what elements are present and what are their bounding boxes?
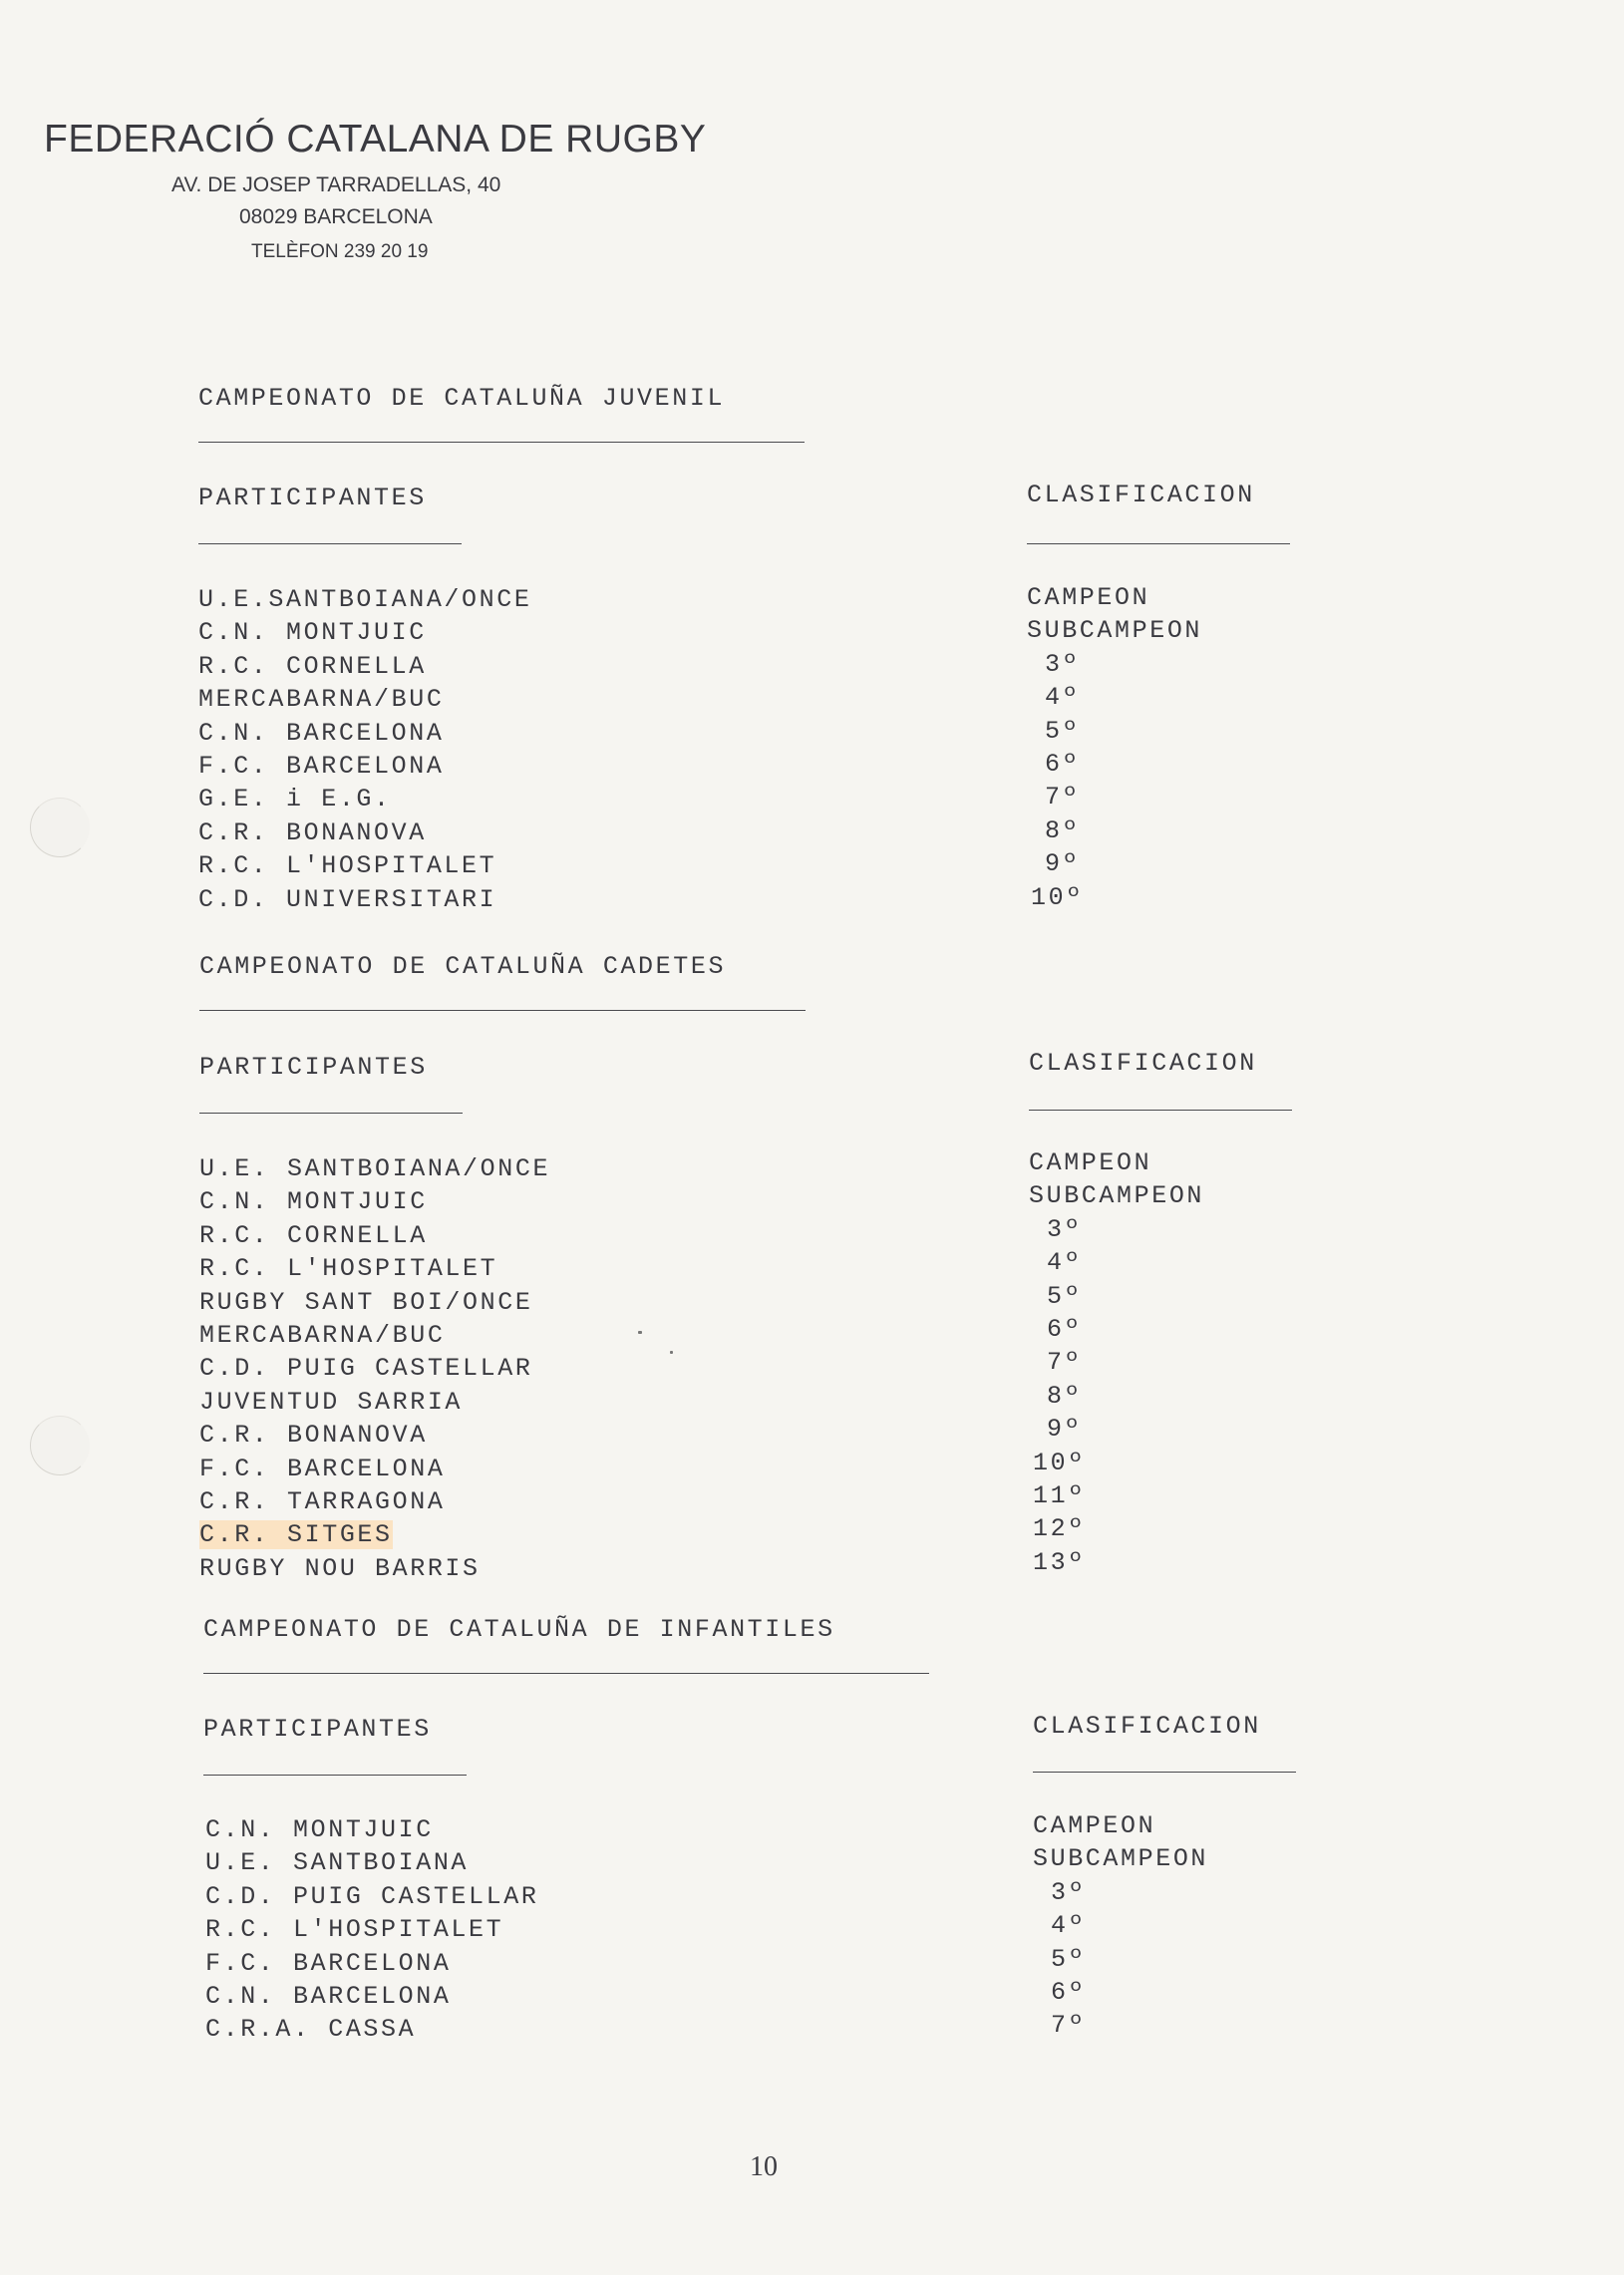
section-title: CAMPEONATO DE CATALUÑA DE INFANTILES: [203, 1615, 835, 1644]
participants-list: [205, 1813, 538, 2047]
participant: U.E.SANTBOIANA/ONCE: [198, 585, 532, 614]
participant-highlighted: [199, 1518, 550, 1551]
participant: RUGBY NOU BARRIS: [199, 1553, 481, 1583]
classification-entry: 6º: [1051, 1977, 1087, 2007]
classification-entry: SUBCAMPEON: [1029, 1181, 1205, 1211]
federation-phone: TELÈFON 239 20 19: [251, 241, 429, 262]
section-title-rule: [203, 1673, 929, 1674]
classification-entry: 8º: [1045, 815, 1081, 845]
classification-list: [1033, 1809, 1208, 2043]
classification-entry: 4º: [1051, 1911, 1087, 1941]
ink-speck: [638, 1331, 642, 1334]
participant: C.R. TARRAGONA: [199, 1486, 446, 1516]
classification-header: CLASIFICACION: [1029, 1049, 1257, 1078]
participant: G.E. i E.G.: [198, 785, 392, 814]
participant: U.E. SANTBOIANA/ONCE: [199, 1154, 551, 1183]
section-title: CAMPEONATO DE CATALUÑA JUVENIL: [198, 384, 726, 413]
participant: F.C. BARCELONA: [205, 1948, 452, 1978]
highlight-mark: C.R. SITGES: [199, 1520, 393, 1550]
ink-speck: [670, 1351, 673, 1354]
participant: R.C. L'HOSPITALET: [198, 851, 497, 881]
classification-header: CLASIFICACION: [1033, 1712, 1261, 1741]
participant: MERCABARNA/BUC: [199, 1320, 446, 1350]
classification-entry: 5º: [1045, 716, 1081, 746]
participant: C.R. BONANOVA: [199, 1421, 428, 1451]
participant: C.D. PUIG CASTELLAR: [199, 1354, 533, 1384]
classification-entry: 5º: [1047, 1281, 1083, 1311]
participant: R.C. L'HOSPITALET: [205, 1915, 504, 1945]
participant: C.N. MONTJUIC: [199, 1187, 428, 1217]
classification-header-rule: [1027, 543, 1290, 544]
participant: C.R.A. CASSA: [205, 2015, 417, 2045]
classification-entry: 13º: [1033, 1547, 1086, 1577]
participant: RUGBY SANT BOI/ONCE: [199, 1287, 533, 1317]
classification-entry: CAMPEON: [1029, 1148, 1152, 1177]
classification-entry: 3º: [1051, 1877, 1087, 1907]
participants-header: PARTICIPANTES: [203, 1715, 432, 1744]
classification-entry: 9º: [1047, 1415, 1083, 1445]
classification-list: [1027, 581, 1202, 914]
participant: C.D. PUIG CASTELLAR: [205, 1881, 539, 1911]
federation-address: AV. DE JOSEP TARRADELLAS, 40: [171, 173, 501, 196]
punch-hole-bottom: [30, 1416, 90, 1475]
classification-entry: 11º: [1033, 1480, 1086, 1510]
participant: C.R. BONANOVA: [198, 817, 427, 847]
classification-entry: 3º: [1047, 1214, 1083, 1244]
participants-header-rule: [199, 1113, 463, 1114]
federation-name: FEDERACIÓ CATALANA DE RUGBY: [44, 118, 707, 161]
participant: R.C. CORNELLA: [198, 651, 427, 681]
classification-header-rule: [1029, 1110, 1292, 1111]
classification-entry: SUBCAMPEON: [1027, 616, 1203, 646]
page-number: 10: [750, 2151, 778, 2182]
participant: C.N. BARCELONA: [205, 1981, 452, 2011]
participant: F.C. BARCELONA: [198, 751, 445, 781]
federation-city: 08029 BARCELONA: [239, 205, 433, 228]
classification-entry: 3º: [1045, 649, 1081, 679]
classification-entry: 4º: [1047, 1248, 1083, 1278]
participant: R.C. L'HOSPITALET: [199, 1254, 498, 1284]
classification-entry: 5º: [1051, 1944, 1087, 1974]
participant: R.C. CORNELLA: [199, 1220, 428, 1250]
classification-entry: 10º: [1033, 1448, 1086, 1477]
classification-entry: 8º: [1047, 1381, 1083, 1411]
classification-header-rule: [1033, 1772, 1296, 1773]
punch-hole-top: [30, 798, 90, 857]
participant: C.N. BARCELONA: [198, 718, 445, 748]
classification-header: CLASIFICACION: [1027, 481, 1255, 509]
section-title-rule: [198, 442, 805, 443]
classification-entry: 6º: [1045, 749, 1081, 779]
participant: C.N. MONTJUIC: [205, 1815, 434, 1844]
classification-entry: 10º: [1031, 882, 1084, 912]
participant: C.N. MONTJUIC: [198, 618, 427, 648]
classification-entry: CAMPEON: [1033, 1811, 1156, 1840]
classification-entry: 4º: [1045, 683, 1081, 713]
participant: F.C. BARCELONA: [199, 1454, 446, 1483]
participants-list: [198, 583, 531, 916]
classification-entry: CAMPEON: [1027, 583, 1150, 612]
classification-entry: 6º: [1047, 1314, 1083, 1344]
classification-entry: 9º: [1045, 849, 1081, 879]
participants-list: [199, 1152, 550, 1585]
participants-header-rule: [203, 1775, 467, 1776]
classification-entry: 12º: [1033, 1514, 1086, 1544]
classification-entry: SUBCAMPEON: [1033, 1844, 1209, 1874]
section-title-rule: [199, 1010, 806, 1011]
section-title: CAMPEONATO DE CATALUÑA CADETES: [199, 952, 727, 981]
participants-header-rule: [198, 543, 462, 544]
participant: MERCABARNA/BUC: [198, 685, 445, 715]
participant: JUVENTUD SARRIA: [199, 1387, 464, 1417]
participants-header: PARTICIPANTES: [199, 1053, 428, 1082]
participants-header: PARTICIPANTES: [198, 484, 427, 512]
classification-entry: 7º: [1047, 1348, 1083, 1378]
classification-entry: 7º: [1051, 2011, 1087, 2041]
participant: U.E. SANTBOIANA: [205, 1848, 470, 1878]
participant: C.D. UNIVERSITARI: [198, 884, 497, 914]
classification-entry: 7º: [1045, 783, 1081, 812]
classification-list: [1029, 1146, 1204, 1579]
